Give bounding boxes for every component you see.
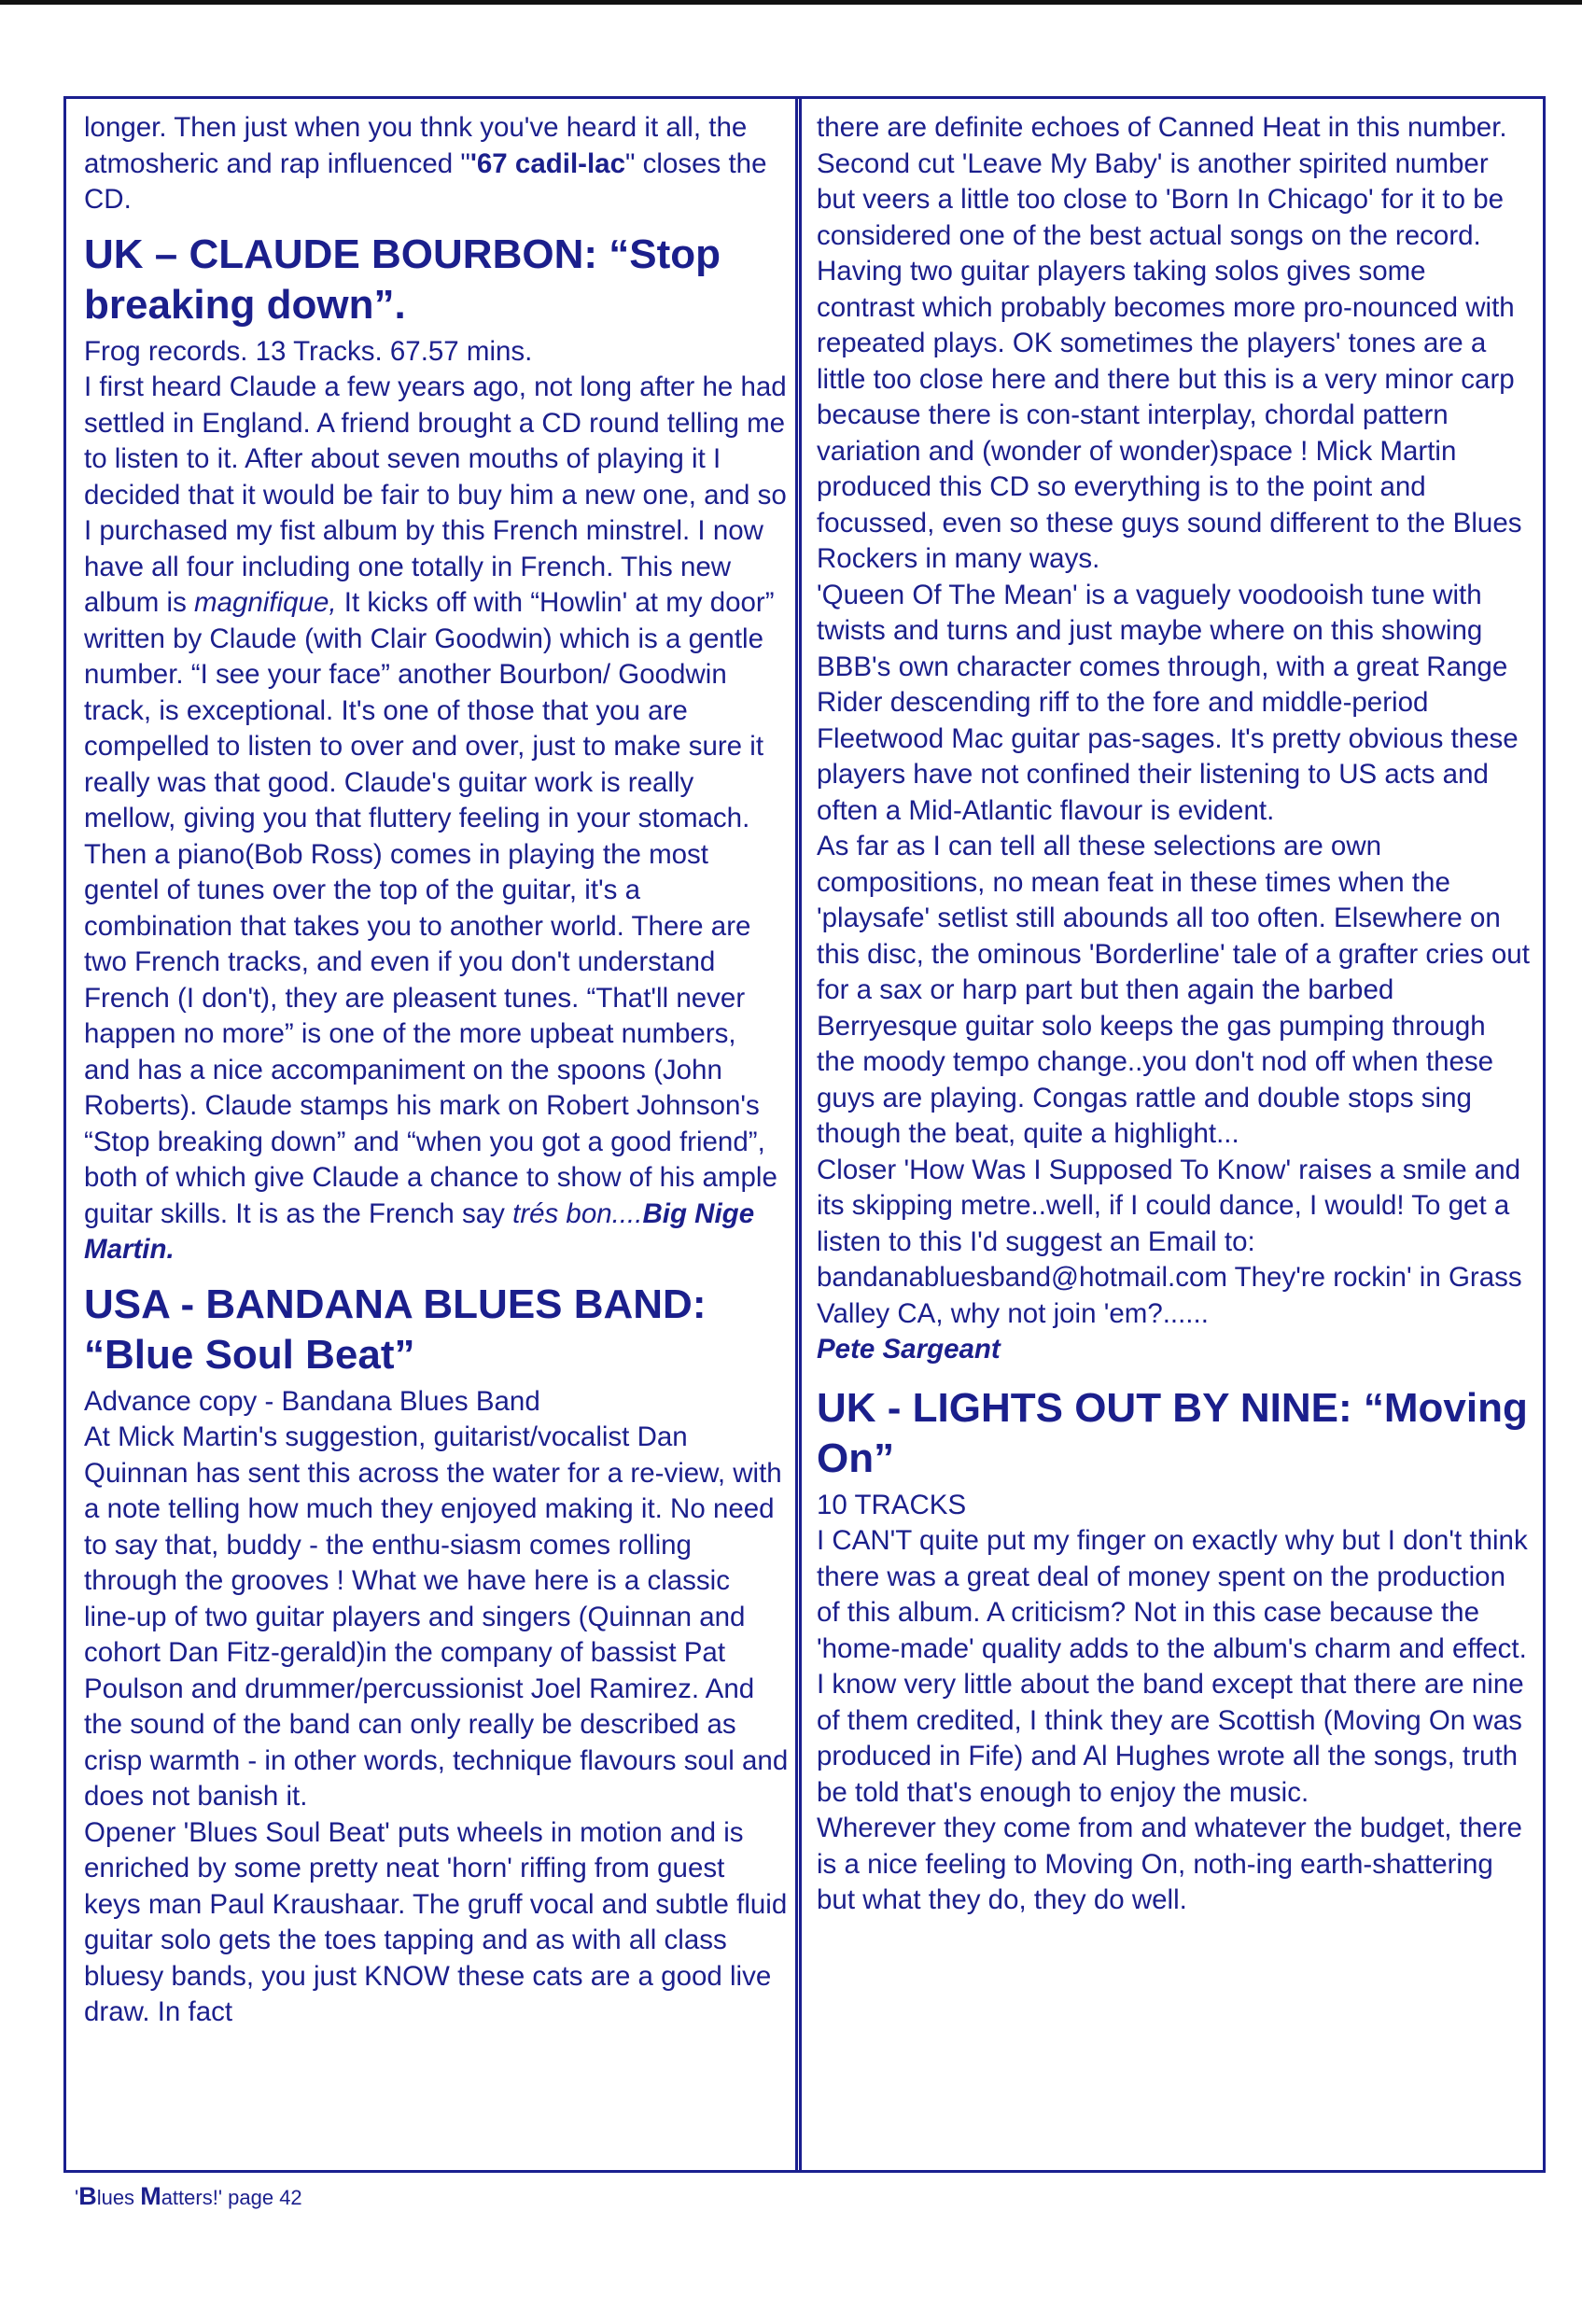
review-title-lights-out-by-nine: UK - LIGHTS OUT BY NINE: “Moving On” bbox=[817, 1384, 1528, 1481]
page-footer: 'Blues Matters!' page 42 bbox=[75, 2182, 302, 2210]
review-body: Opener 'Blues Soul Beat' puts wheels in motion and is enriched by some pretty neat 'horn' riffing from guest keys man Paul Kraushaar. The gruff vocal and subtle fluid guitar solo gets the toes tapping and as with all class bluesy bands, you just KNOW these cats are a good live draw. In fact bbox=[84, 1816, 788, 2027]
intro-paragraph: longer. Then just when you thnk you've heard it all, the atmosheric and rap influenced "'67 cadil-lac" closes the CD. bbox=[84, 112, 767, 215]
review-body: I CAN'T quite put my finger on exactly why but I don't think there was a great deal of money spent on the production of this album. A criticism? Not in this case because the 'home-made' quality adds to the album's charm and effect. bbox=[817, 1525, 1528, 1664]
review-body: I know very little about the band except that there are nine of them credited, I think they are Scottish (Moving On was produced in Fife) and Al Hughes wrote all the songs, truth be told that's enough to enjoy the music. bbox=[817, 1669, 1524, 1808]
right-column bbox=[817, 110, 1531, 1919]
review-title-claude-bourbon: UK – CLAUDE BOURBON: “Stop breaking down”. bbox=[84, 231, 721, 328]
top-rule bbox=[0, 0, 1582, 5]
review-body: there are definite echoes of Canned Heat in this number. Second cut 'Leave My Baby' is another spirited number but veers a little too close to 'Born In Chicago' for it to be considered one of the best actual songs on the record. bbox=[817, 112, 1507, 251]
review-body: As far as I can tell all these selections are own compositions, no mean feat in these times when the 'playsafe' setlist still abounds all too often. Elsewhere on this disc, the ominous 'Borderline' tale of a grafter cries out for a sax or harp part but then again the barbed Berryesque guitar solo keeps the gas pumping through the moody tempo change..you don't nod off when these guys are playing. Congas rattle and double stops sing though the beat, quite a highlight... bbox=[817, 831, 1530, 1149]
review-body: Wherever they come from and whatever the budget, there is a nice feeling to Moving On, noth-ing earth-shattering but what they do, they do well. bbox=[817, 1813, 1522, 1915]
reviewer-signature: Pete Sargeant bbox=[817, 1334, 1001, 1365]
review-body: Having two guitar players taking solos gives some contrast which probably becomes more pro-nounced with repeated plays. OK sometimes the players' tones are a little too close here and there but this is a very minor carp because there is con-stant interplay, chordal pattern variation and (wonder of wonder)space ! Mick Martin produced this CD so everything is to the point and focussed, even so these guys sound different to the Blues Rockers in many ways. bbox=[817, 256, 1522, 574]
left-column bbox=[84, 110, 789, 2031]
review-title-bandana-blues-band: USA - BANDANA BLUES BAND: “Blue Soul Beat” bbox=[84, 1281, 707, 1378]
review-body: 'Queen Of The Mean' is a vaguely voodooish tune with twists and turns and just maybe where on this showing BBB's own character comes through, with a great Range Rider descending riff to the fore and middle-period Fleetwood Mac guitar pas-sages. It's pretty obvious these players have not confined their listening to US acts and often a Mid-Atlantic flavour is evident. bbox=[817, 579, 1519, 826]
reviewer-signature: Big Nige Martin. bbox=[84, 1197, 755, 1265]
review-meta: Frog records. 13 Tracks. 67.57 mins. bbox=[84, 335, 533, 367]
review-meta: 10 TRACKS bbox=[817, 1489, 967, 1520]
review-meta: Advance copy - Bandana Blues Band bbox=[84, 1385, 540, 1417]
column-divider bbox=[795, 96, 802, 2173]
review-body: At Mick Martin's suggestion, guitarist/vocalist Dan Quinnan has sent this across the water for a re-view, with a note telling how much they enjoyed making it. No need to say that, buddy - the enthu-siasm comes rolling through the grooves ! What we have here is a classic line-up of two guitar players and singers (Quinnan and cohort Dan Fitz-gerald)in the company of bassist Pat Poulson and drummer/percussionist Joel Ramirez. And the sound of the band can only really be described as crisp warmth - in other words, technique flavours soul and does not banish it. bbox=[84, 1421, 789, 1812]
review-body: I first heard Claude a few years ago, not long after he had settled in England. A friend brought a CD round telling me to listen to it. After about seven mouths of playing it I decided that it would be fair to buy him a new one, and so I purchased my fist album by this French minstrel. I now have all four including one totally in French. This new album is magnifique, It kicks off with “Howlin' at my door” written by Claude (with Clair Goodwin) which is a gentle number. “I see your face” another Bourbon/ Goodwin track, is exceptional. It's one of those that you are compelled to listen to over and over, just to make sure it really was that good. Claude's guitar work is really mellow, giving you that fluttery feeling in your stomach. Then a piano(Bob Ross) comes in playing the most gentel of tunes over the top of the guitar, it's a combination that takes you to another world. There are two French tracks, and even if you don't understand French (I don't), they are pleasent tunes. “That'll never happen no more” is one of the more upbeat numbers, and has a nice accompaniment on the spoons (John Roberts). Claude stamps his mark on Robert Johnson's “Stop breaking down” and “when you got a good friend”, both of which give Claude a chance to show of his ample guitar skills. It is as the French say trés bon....Big Nige Martin. bbox=[84, 371, 787, 1265]
review-body: Closer 'How Was I Supposed To Know' raises a smile and its skipping metre..well, if I could dance, I would! To get a listen to this I'd suggest an Email to: bandanabluesband@hotmail.com They're rockin' in Grass Valley CA, why not join 'em?...... bbox=[817, 1154, 1522, 1329]
